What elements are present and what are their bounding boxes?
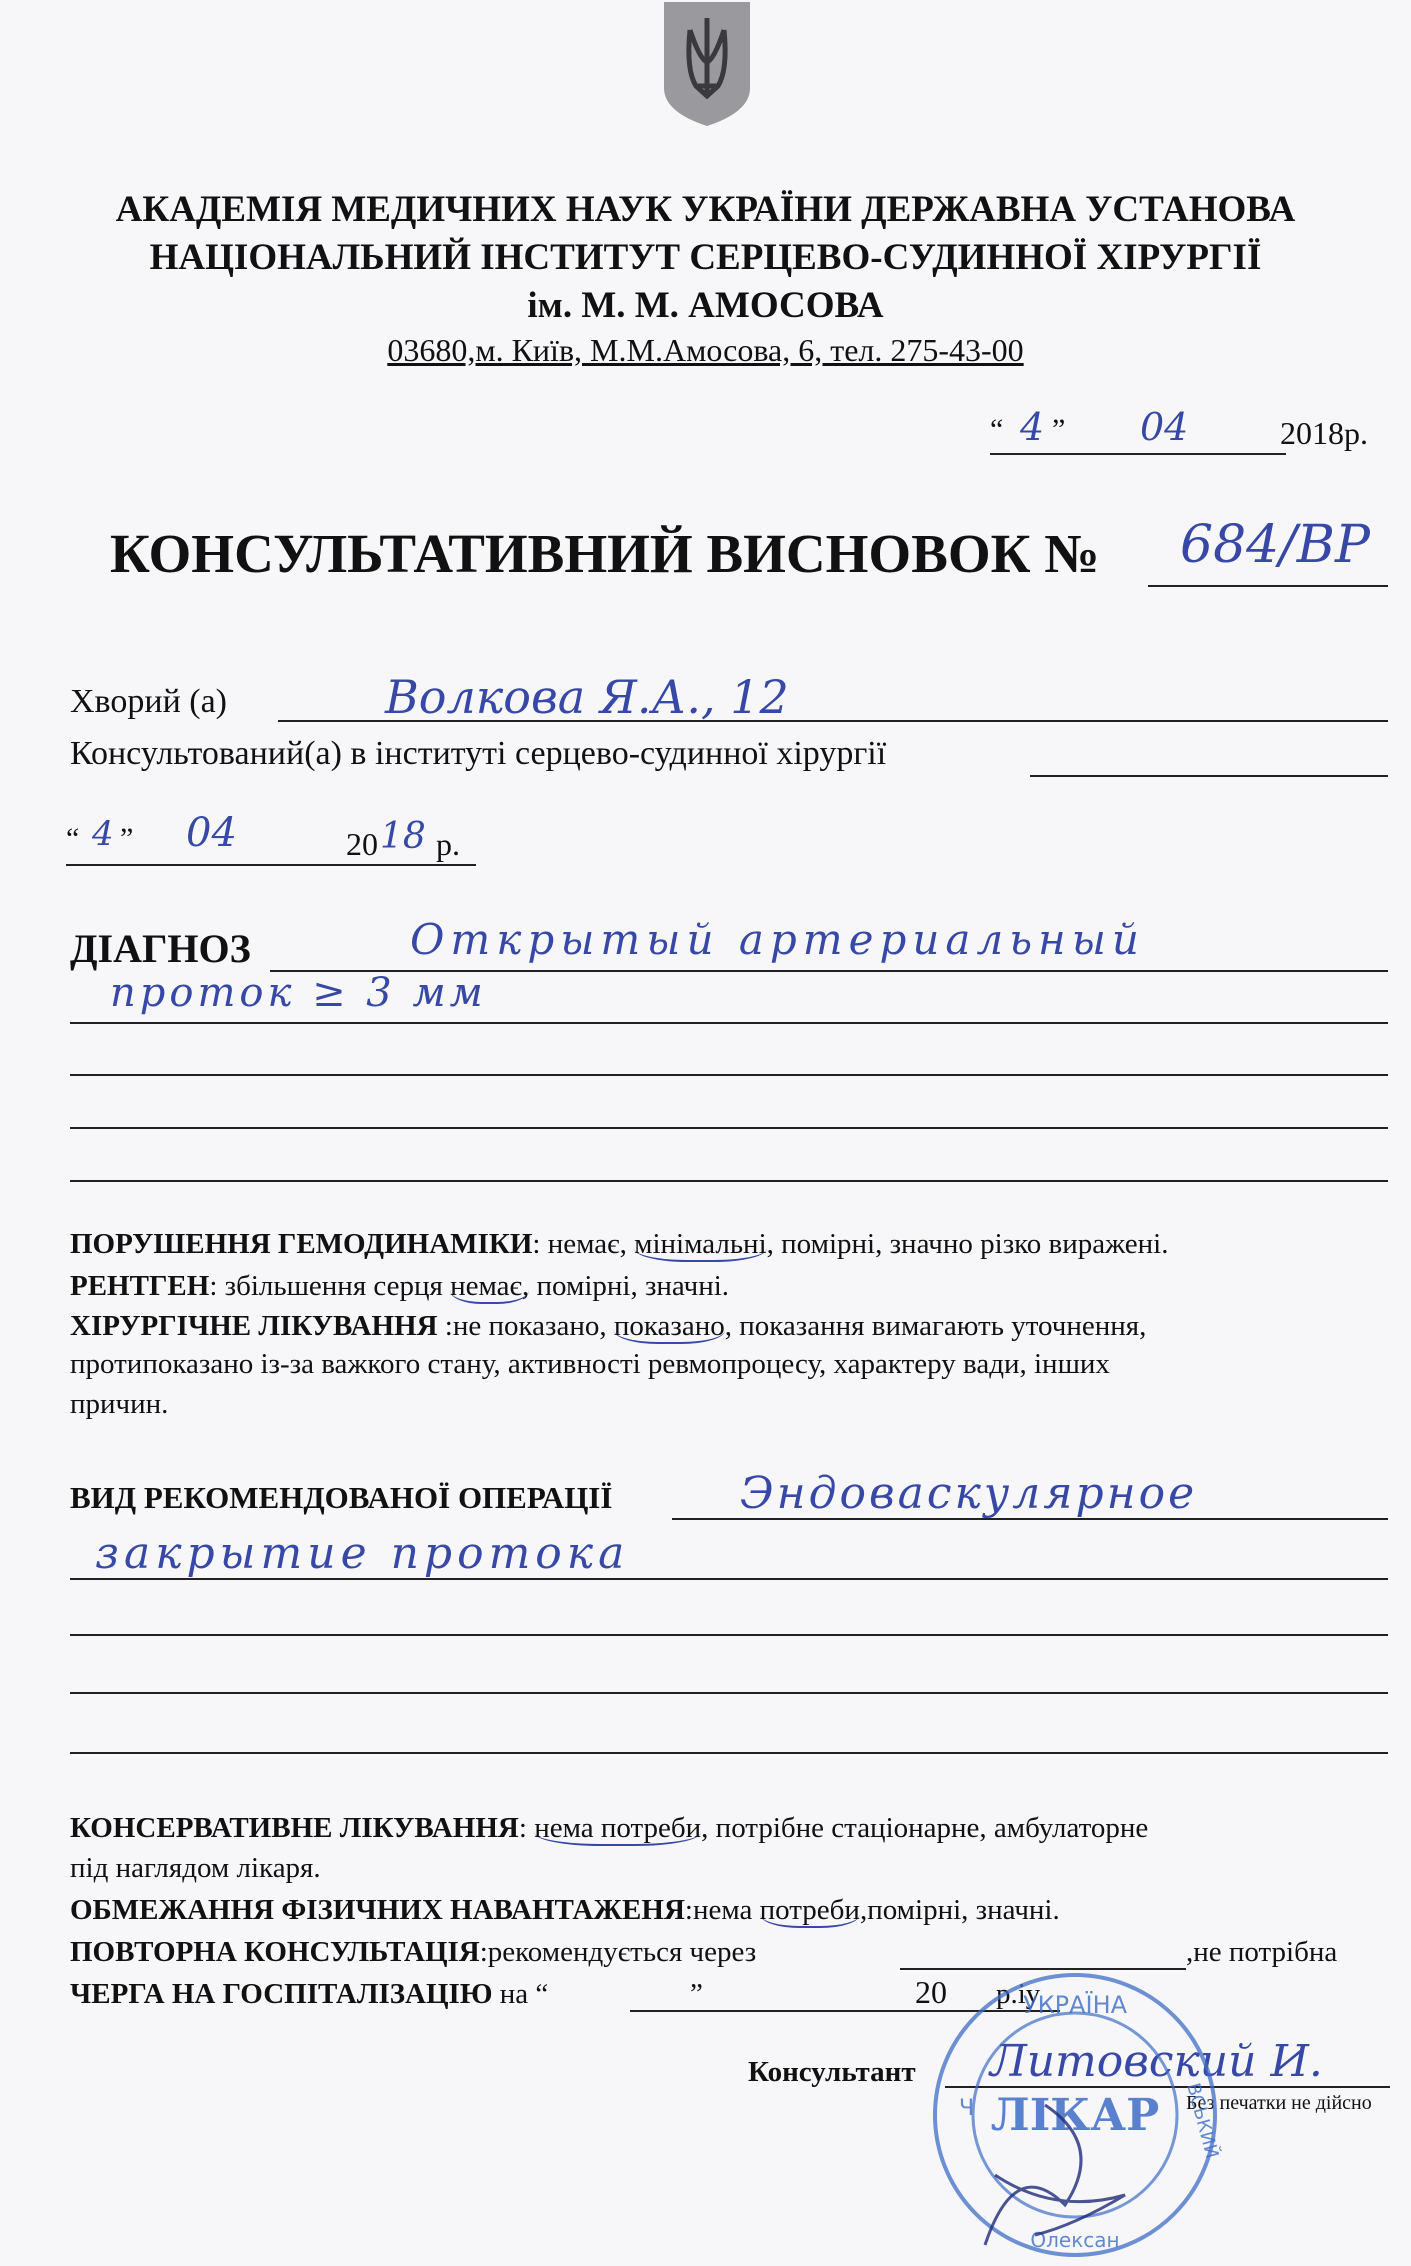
physical-row [70,1894,1060,1927]
conservative-text-b: , потрібне стаціонарне, амбулаторне [701,1812,1149,1844]
queue-row [70,1978,548,2011]
repeat-text-a: :рекомендується через [479,1936,757,1968]
conservative-line-2: під наглядом лікаря. [70,1852,321,1884]
header-line-2: НАЦІОНАЛЬНИЙ ІНСТИТУТ СЕРЦЕВО-СУДИННОЇ ХІРУРГІЇ [149,237,1262,278]
consultant-label: Консультант [748,2056,916,2088]
surgery-text-b: , показання вимагають уточнення, [724,1310,1147,1342]
stamp-bottom-text: Олексан [1030,2228,1120,2252]
date-consult [66,808,506,868]
diagnosis-label: ДІАГНОЗ [70,926,251,971]
consultant-signature: Литовский И. [990,2036,1323,2087]
document-title: КОНСУЛЬТАТИВНИЙ ВИСНОВОК № [110,523,1100,584]
header-address [0,332,1411,369]
header-line-1: АКАДЕМІЯ МЕДИЧНИХ НАУК УКРАЇНИ ДЕРЖАВНА УСТАНОВА [115,189,1296,230]
stamp-left-text: Ч [959,2096,975,2121]
physical-text-b: ,помірні, значні. [859,1894,1060,1926]
coat-of-arms-icon [660,0,754,128]
xray-text-b: помірні, значні. [529,1270,730,1302]
operation-line-1: Эндоваскулярное [740,1468,1198,1519]
operation-underline-5 [70,1752,1388,1754]
date-consult-year-prefix: 20 [346,826,378,862]
queue-text-a: на “ [492,1978,549,2010]
date-top-day: 4 [1020,405,1045,449]
xray-selected: немає, [450,1270,530,1302]
surgery-selected: показано [613,1310,725,1342]
date-top-year: 2018р. [1280,415,1368,451]
diagnosis-underline-5 [70,1180,1388,1182]
date-consult-year-suffix: р. [436,826,460,862]
hemodynamics-text-b: , помірні, значно різко виражені. [766,1228,1169,1260]
surgery-row [70,1310,1146,1343]
diagnosis-underline-3 [70,1074,1388,1076]
queue-text-b: ” [690,1978,703,2010]
date-top-month: 04 [1140,405,1189,449]
document-number: 684/ВР [1180,515,1370,575]
repeat-label: ПОВТОРНА КОНСУЛЬТАЦІЯ [70,1936,480,1968]
date-consult-underline [66,864,476,866]
queue-year: 20 [915,1974,947,2010]
hemodynamics-row [70,1228,1168,1261]
patient-underline [278,720,1388,722]
xray-row [70,1270,729,1303]
patient-value: Волкова Я.А., 12 [385,670,789,724]
date-top-quote-open: “ [990,413,1004,446]
stamp-center-text: ЛІКАР [990,2090,1160,2141]
conservative-selected: нема потреби [534,1812,702,1844]
header-line-3: ім. М. М. АМОСОВА [527,285,884,326]
patient-label: Хворий (а) [70,683,228,720]
date-consult-day: 4 [92,814,114,854]
date-top [990,405,1390,455]
operation-underline-2 [70,1578,1388,1580]
physical-selected: потреби [759,1894,860,1926]
hemodynamics-text-a: : немає, [532,1228,635,1260]
diagnosis-underline-4 [70,1127,1388,1129]
diagnosis-line-1: Открытый артериальный [410,915,1145,964]
repeat-text-b: ,не потрібна [1186,1936,1338,1968]
hemodynamics-label: ПОРУШЕННЯ ГЕМОДИНАМІКИ [70,1228,533,1260]
consulted-underline [1030,775,1388,777]
stamp-note: Без печатки не дійсно [1186,2092,1372,2114]
queue-label: ЧЕРГА НА ГОСПІТАЛІЗАЦІЮ [70,1978,493,2010]
physical-text-a: :нема [684,1894,760,1926]
title-number-underline [1148,585,1388,587]
operation-label: ВИД РЕКОМЕНДОВАНОЇ ОПЕРАЦІЇ [70,1480,613,1515]
surgery-line-3: причин. [70,1388,169,1420]
consulted-label: Консультований(а) в інституті серцево-судинної хірургії [70,735,887,772]
operation-line-2: закрытие протока [95,1528,630,1579]
operation-underline-1 [672,1518,1388,1520]
stamp-right-text: ВСЬКИЙ [1182,2080,1223,2161]
conservative-row [70,1812,1148,1845]
repeat-row [70,1936,756,1969]
date-top-underline [990,453,1286,455]
date-top-quote-close: ” [1052,413,1066,446]
hemodynamics-selected: мінімальні [634,1228,767,1260]
date-consult-year-hand: 18 [380,816,426,857]
surgery-label: ХІРУРГІЧНЕ ЛІКУВАННЯ [70,1310,438,1342]
round-stamp [925,1965,1225,2265]
diagnosis-underline-2 [70,1022,1388,1024]
date-consult-quote-open: “ [66,822,80,855]
stamp-top-text: УКРАЇНА [1022,1991,1128,2019]
conservative-text-a: : [518,1812,535,1844]
diagnosis-line-2: проток ≥ 3 мм [110,970,487,1016]
conservative-label: КОНСЕРВАТИВНЕ ЛІКУВАННЯ [70,1812,519,1844]
date-consult-quote-close: ” [120,822,134,855]
address-text: 03680,м. Київ, М.М.Амосова, 6, тел. 275-43-00 [387,332,1024,368]
xray-text-a: : збільшення серця [209,1270,451,1302]
operation-underline-4 [70,1692,1388,1694]
date-consult-month: 04 [186,810,237,856]
queue-suffix: р.іу [996,1978,1041,2010]
operation-underline-3 [70,1634,1388,1636]
xray-label: РЕНТГЕН [70,1270,210,1302]
surgery-text-a: :не показано, [437,1310,614,1342]
surgery-line-2: протипоказано із-за важкого стану, активності ревмопроцесу, характеру вади, інших [70,1348,1110,1380]
physical-label: ОБМЕЖАННЯ ФІЗИЧНИХ НАВАНТАЖЕНЯ [70,1894,685,1926]
